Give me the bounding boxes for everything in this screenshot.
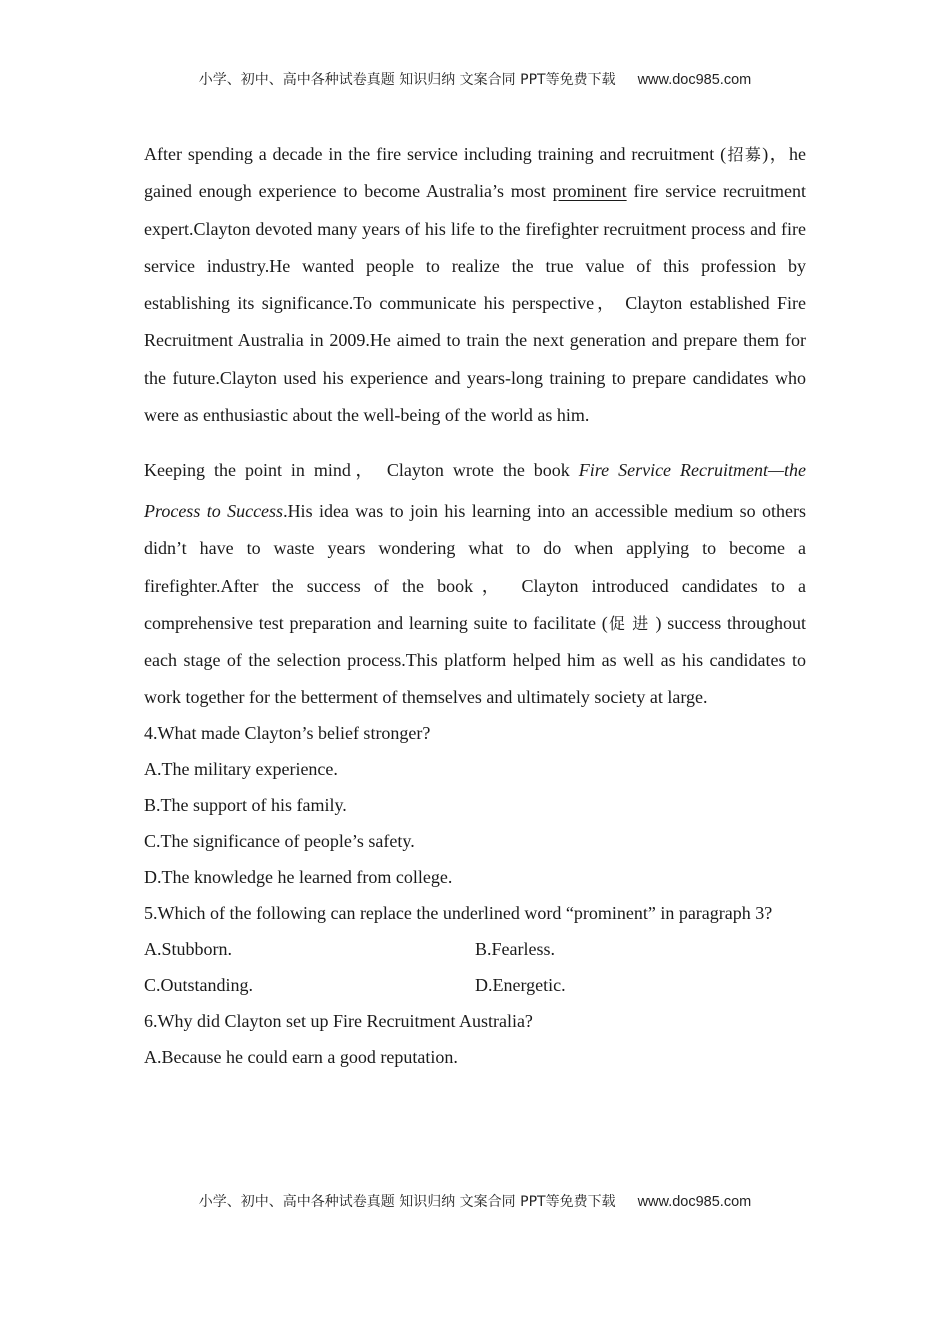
option-c: C.The significance of people’s safety. <box>144 830 415 851</box>
footer-site-link[interactable]: www.doc985.com <box>637 1194 752 1210</box>
question-6 <box>144 1003 806 1075</box>
question-4 <box>144 715 806 895</box>
paragraph-4-line1: Keeping the point in mind， Clayton wrote the book Fire Service Recruitment—the <box>144 460 806 481</box>
option-a: A.Because he could earn a good reputation. <box>144 1046 458 1067</box>
option-a: A.The military experience. <box>144 758 338 779</box>
question-stem: 5.Which of the following can replace the underlined word “prominent” in paragraph 3? <box>144 902 773 923</box>
document-body <box>144 136 806 1075</box>
question-stem: 4.What made Clayton’s belief stronger? <box>144 722 431 743</box>
underlined-word: prominent <box>552 181 627 202</box>
options-row-1 <box>144 931 806 967</box>
footer-text: 小学、初中、高中各种试卷真题 知识归纳 文案合同 PPT等免费下载 <box>198 1194 616 1210</box>
page-footer <box>0 1191 950 1211</box>
book-title-part2: Process to Success <box>144 500 284 521</box>
book-title-part1: Fire Service Recruitment—the <box>578 460 806 481</box>
option-d: D.Energetic. <box>475 974 566 995</box>
question-5 <box>144 895 806 1003</box>
option-d: D.The knowledge he learned from college. <box>144 866 453 887</box>
option-a: A.Stubborn. <box>144 938 233 959</box>
options-row-2 <box>144 967 806 1003</box>
paragraph-3: After spending a decade in the fire service including training and recruitment (招募)，he gained enough experience to become Australia’s most prominent fire service recruitment expert.Clayton devoted many years of his life to the firefighter recruitment process and fire service industry.He wanted people to realize the true value of this profession by establishing its significance.To communicate his perspective， Clayton established Fire Recruitment Australia in 2009.He aimed to train the next generation and prepare them for the future.Clayton used his experience and years-long training to prepare candidates who were as enthusiastic about the well-being of the world as him. <box>144 144 806 426</box>
option-b: B.Fearless. <box>475 938 555 959</box>
option-c: C.Outstanding. <box>144 974 254 995</box>
option-b: B.The support of his family. <box>144 794 347 815</box>
header-text: 小学、初中、高中各种试卷真题 知识归纳 文案合同 PPT等免费下载 <box>198 72 616 88</box>
page-header <box>0 69 950 89</box>
header-site-link[interactable]: www.doc985.com <box>637 72 752 88</box>
paragraph-4-rest: Process to Success.His idea was to join his learning into an accessible medium so others didn’t have to waste years wondering what to do when applying to become a firefighter.After the success of the book， Clayton introduced candidates to a comprehensive test preparation and learning suite to facilitate (促进) success throughout each stage of the selection process.This platform helped him as well as his candidates to work together for the betterment of themselves and ultimately society at large. <box>144 500 806 708</box>
question-stem: 6.Why did Clayton set up Fire Recruitment Australia? <box>144 1010 533 1031</box>
